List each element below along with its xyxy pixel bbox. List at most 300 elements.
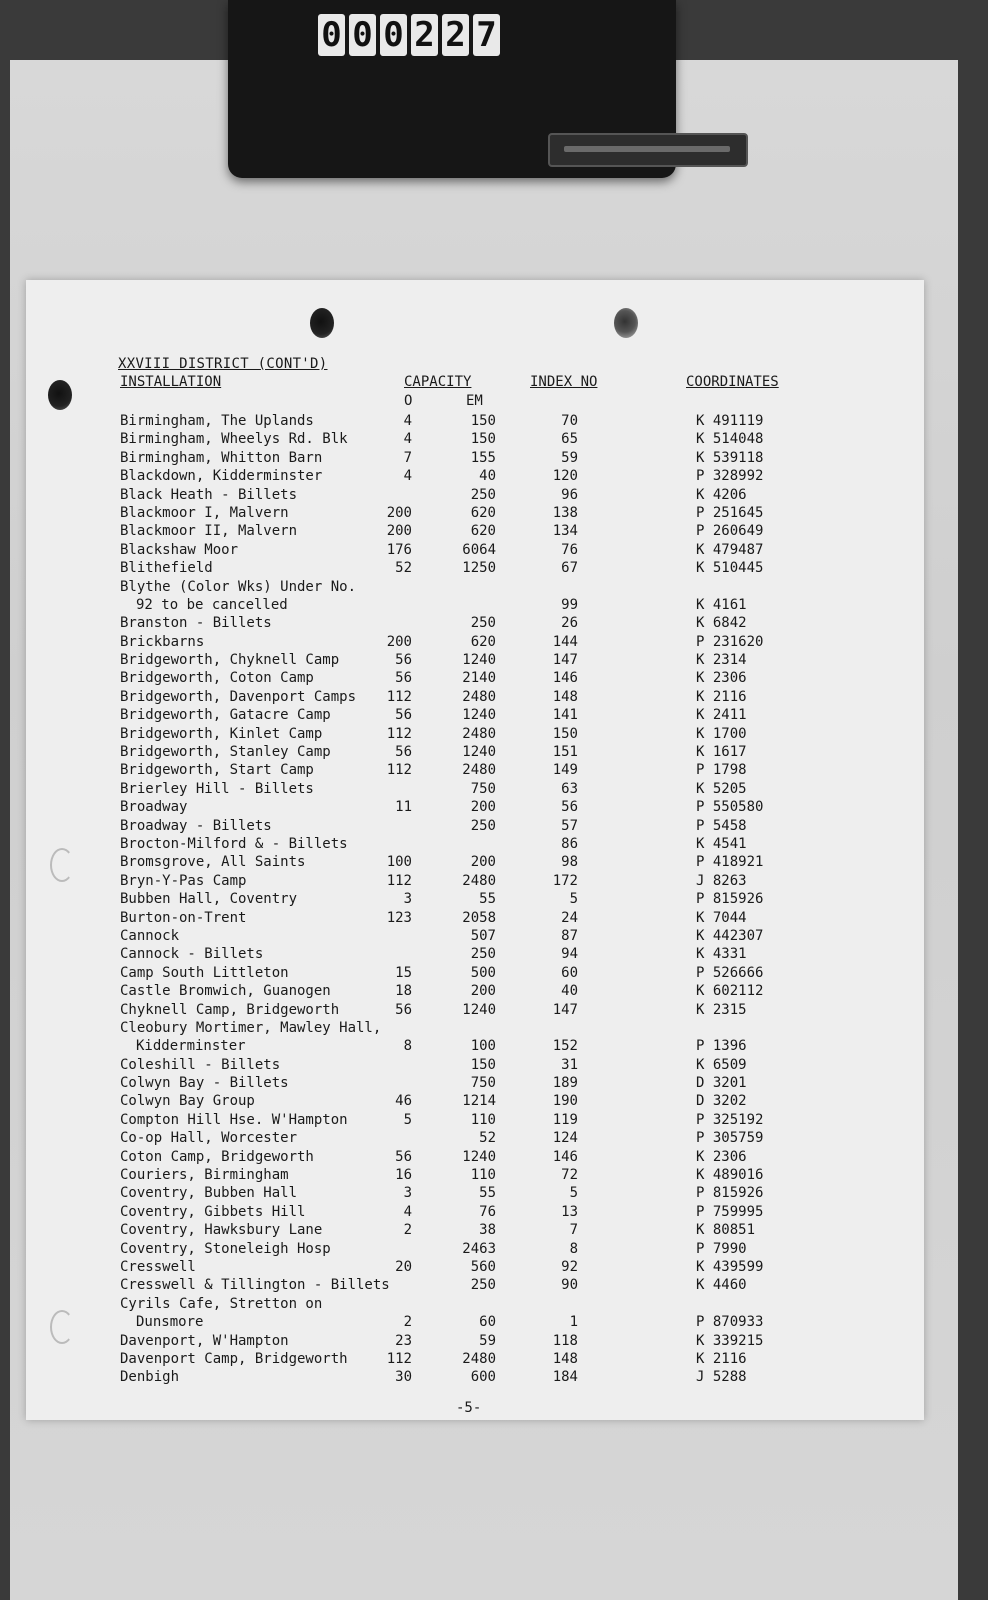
coordinates: P 7990	[696, 1240, 747, 1257]
table-row	[26, 945, 924, 963]
index-number: 144	[552, 633, 578, 650]
capacity-officers: 2	[403, 1314, 412, 1331]
installation-name: Burton-on-Trent	[120, 909, 247, 926]
capacity-officers: 2	[403, 1222, 412, 1239]
counter-digit: 0	[349, 14, 376, 56]
capacity-enlisted: 2058	[462, 909, 496, 926]
index-number: 152	[552, 1038, 578, 1055]
header-capacity: CAPACITY	[404, 374, 472, 390]
table-row	[26, 853, 924, 871]
installation-name: Blackmoor II, Malvern	[120, 523, 298, 540]
index-number: 119	[552, 1111, 578, 1128]
table-row	[26, 1368, 924, 1386]
capacity-enlisted: 507	[470, 927, 496, 944]
coordinates: P 231620	[696, 633, 764, 650]
capacity-enlisted: 250	[470, 1277, 496, 1294]
installation-name: Bridgeworth, Davenport Camps	[120, 688, 357, 705]
table-row	[26, 1240, 924, 1258]
coordinates: P 251645	[696, 504, 764, 521]
capacity-enlisted: 250	[470, 486, 496, 503]
capacity-officers: 15	[395, 964, 412, 981]
header-index-no: INDEX NO	[530, 374, 598, 390]
capacity-enlisted: 2140	[462, 670, 496, 687]
index-number: 26	[561, 615, 578, 632]
coordinates: K 439599	[696, 1259, 764, 1275]
index-number: 147	[552, 1001, 578, 1018]
table-row	[26, 1295, 924, 1332]
index-number: 7	[569, 1222, 578, 1239]
capacity-enlisted: 59	[479, 1332, 496, 1349]
capacity-officers: 112	[386, 872, 412, 889]
installation-name-line: Cleobury Mortimer, Mawley Hall,	[120, 1019, 382, 1036]
counter-digit: 0	[380, 14, 407, 56]
index-number: 134	[552, 523, 578, 540]
installation-name: Cannock	[120, 927, 180, 944]
capacity-enlisted: 250	[470, 817, 496, 834]
coordinates: K 2116	[696, 1350, 747, 1367]
capacity-officers: 56	[395, 744, 412, 761]
table-row	[26, 982, 924, 1000]
coordinates: K 602112	[696, 983, 764, 1000]
table-row	[26, 1111, 924, 1129]
installation-name: Bridgeworth, Coton Camp	[120, 670, 314, 687]
installation-name-continuation: Dunsmore	[136, 1314, 204, 1331]
capacity-enlisted: 1240	[462, 744, 496, 761]
capacity-officers: 56	[395, 707, 412, 724]
installation-name: Brocton-Milford & - Billets	[120, 836, 348, 852]
table-row	[26, 743, 924, 761]
counter-plate	[548, 133, 748, 167]
installation-name: Camp South Littleton	[120, 964, 289, 981]
installation-name: Couriers, Birmingham	[120, 1167, 289, 1184]
index-number: 146	[552, 670, 578, 687]
capacity-enlisted: 620	[470, 523, 496, 540]
coordinates: P 870933	[696, 1314, 764, 1331]
capacity-officers: 46	[395, 1093, 412, 1110]
capacity-enlisted: 60	[479, 1314, 496, 1331]
capacity-officers: 4	[403, 431, 412, 448]
installation-name: Blithefield	[120, 560, 213, 577]
table-row	[26, 964, 924, 982]
installation-name: Denbigh	[120, 1369, 180, 1386]
capacity-enlisted: 2480	[462, 688, 496, 705]
table-row	[26, 872, 924, 890]
capacity-officers: 18	[395, 983, 412, 1000]
index-number: 59	[561, 449, 578, 466]
installation-name: Birmingham, The Uplands	[120, 413, 314, 429]
subheader-officers: O	[404, 393, 413, 409]
installation-name	[120, 1019, 381, 1056]
installation-name: Bridgeworth, Kinlet Camp	[120, 725, 323, 742]
capacity-enlisted: 150	[470, 1056, 496, 1073]
installation-list	[26, 280, 924, 1420]
installation-name: Chyknell Camp, Bridgeworth	[120, 1001, 340, 1018]
table-row	[26, 798, 924, 816]
table-row	[26, 651, 924, 669]
coordinates: K 479487	[696, 541, 764, 558]
index-number: 146	[552, 1148, 578, 1165]
district-title: XXVIII DISTRICT (CONT'D)	[118, 356, 328, 372]
installation-name: Bridgeworth, Stanley Camp	[120, 744, 331, 761]
table-row	[26, 467, 924, 485]
installation-name: Castle Bromwich, Guanogen	[120, 983, 331, 1000]
coordinates: P 759995	[696, 1203, 764, 1220]
capacity-officers: 112	[386, 688, 412, 705]
capacity-enlisted: 600	[470, 1369, 496, 1386]
table-row	[26, 1074, 924, 1092]
installation-name: Brierley Hill - Billets	[120, 780, 314, 797]
table-row	[26, 578, 924, 615]
capacity-officers: 4	[403, 1203, 412, 1220]
index-number: 24	[561, 909, 578, 926]
capacity-enlisted: 620	[470, 633, 496, 650]
coordinates: K 514048	[696, 431, 764, 448]
capacity-officers: 3	[403, 891, 412, 908]
index-number: 172	[552, 872, 578, 889]
capacity-enlisted: 76	[479, 1203, 496, 1220]
installation-name: Bridgeworth, Start Camp	[120, 762, 314, 779]
installation-name: Bridgeworth, Gatacre Camp	[120, 707, 331, 724]
coordinates: P 1396	[696, 1038, 747, 1055]
index-number: 87	[561, 927, 578, 944]
table-row	[26, 1019, 924, 1056]
coordinates: D 3202	[696, 1093, 747, 1110]
coordinates: P 550580	[696, 799, 764, 816]
document-page	[26, 280, 924, 1420]
capacity-enlisted: 1240	[462, 1001, 496, 1018]
coordinates: K 510445	[696, 560, 764, 577]
coordinates: K 1617	[696, 744, 747, 761]
coordinates: K 4206	[696, 486, 747, 503]
capacity-enlisted: 55	[479, 1185, 496, 1202]
capacity-officers: 4	[403, 413, 412, 429]
coordinates: K 4541	[696, 836, 747, 852]
coordinates: K 2306	[696, 1148, 747, 1165]
capacity-officers: 52	[395, 560, 412, 577]
index-number: 149	[552, 762, 578, 779]
index-number: 72	[561, 1167, 578, 1184]
table-row	[26, 817, 924, 835]
installation-name: Blackmoor I, Malvern	[120, 504, 289, 521]
capacity-enlisted: 200	[470, 799, 496, 816]
table-row	[26, 522, 924, 540]
installation-name: Coleshill - Billets	[120, 1056, 281, 1073]
installation-name: Co-op Hall, Worcester	[120, 1130, 298, 1147]
index-number: 124	[552, 1130, 578, 1147]
coordinates: K 4460	[696, 1277, 747, 1294]
index-number: 63	[561, 780, 578, 797]
table-row	[26, 1129, 924, 1147]
table-row	[26, 449, 924, 467]
index-number: 76	[561, 541, 578, 558]
index-number: 60	[561, 964, 578, 981]
installation-name	[120, 578, 356, 615]
capacity-enlisted: 1214	[462, 1093, 496, 1110]
index-number: 8	[569, 1240, 578, 1257]
capacity-enlisted: 250	[470, 946, 496, 963]
coordinates: K 2116	[696, 688, 747, 705]
index-number: 92	[561, 1259, 578, 1275]
installation-name: Colwyn Bay - Billets	[120, 1075, 289, 1092]
table-row	[26, 504, 924, 522]
installation-name: Coventry, Bubben Hall	[120, 1185, 298, 1202]
installation-name: Branston - Billets	[120, 615, 272, 632]
installation-name: Broadway - Billets	[120, 817, 272, 834]
capacity-officers: 20	[395, 1259, 412, 1275]
table-row	[26, 1001, 924, 1019]
coordinates: K 539118	[696, 449, 764, 466]
installation-name: Blackdown, Kidderminster	[120, 468, 323, 485]
table-row	[26, 1221, 924, 1239]
capacity-enlisted: 55	[479, 891, 496, 908]
table-row	[26, 1184, 924, 1202]
installation-name: Davenport Camp, Bridgeworth	[120, 1350, 348, 1367]
table-row	[26, 761, 924, 779]
capacity-enlisted: 2480	[462, 872, 496, 889]
capacity-enlisted: 200	[470, 983, 496, 1000]
coordinates: K 6509	[696, 1056, 747, 1073]
table-row	[26, 430, 924, 448]
coordinates: K 80851	[696, 1222, 756, 1239]
index-number: 151	[552, 744, 578, 761]
table-row	[26, 669, 924, 687]
coordinates: P 305759	[696, 1130, 764, 1147]
capacity-enlisted: 500	[470, 964, 496, 981]
capacity-enlisted: 150	[470, 413, 496, 429]
index-number: 118	[552, 1332, 578, 1349]
capacity-enlisted: 750	[470, 780, 496, 797]
table-row	[26, 1092, 924, 1110]
table-row	[26, 688, 924, 706]
coordinates: K 4161	[696, 596, 747, 613]
installation-name: Bryn-Y-Pas Camp	[120, 872, 247, 889]
capacity-enlisted: 110	[470, 1111, 496, 1128]
installation-name-continuation: Kidderminster	[136, 1038, 246, 1055]
capacity-officers: 8	[403, 1038, 412, 1055]
table-row	[26, 725, 924, 743]
table-row	[26, 927, 924, 945]
coordinates: P 1798	[696, 762, 747, 779]
capacity-officers: 56	[395, 1148, 412, 1165]
coordinates: P 815926	[696, 891, 764, 908]
capacity-enlisted: 155	[470, 449, 496, 466]
coordinates: P 418921	[696, 854, 764, 871]
coordinates: P 526666	[696, 964, 764, 981]
table-row	[26, 412, 924, 430]
capacity-enlisted: 1240	[462, 1148, 496, 1165]
coordinates: P 815926	[696, 1185, 764, 1202]
coordinates: K 489016	[696, 1167, 764, 1184]
index-number: 147	[552, 652, 578, 669]
index-number: 86	[561, 836, 578, 852]
capacity-enlisted: 620	[470, 504, 496, 521]
installation-name: Coventry, Hawksbury Lane	[120, 1222, 323, 1239]
counter-digit: 2	[411, 14, 438, 56]
installation-rows	[26, 412, 924, 1387]
index-number: 148	[552, 1350, 578, 1367]
installation-name: Black Heath - Billets	[120, 486, 298, 503]
capacity-officers: 100	[386, 854, 412, 871]
coordinates: P 260649	[696, 523, 764, 540]
capacity-officers: 56	[395, 670, 412, 687]
table-row	[26, 633, 924, 651]
capacity-enlisted: 2480	[462, 1350, 496, 1367]
header-coordinates: COORDINATES	[686, 374, 779, 390]
capacity-enlisted: 750	[470, 1075, 496, 1092]
coordinates: P 328992	[696, 468, 764, 485]
capacity-enlisted: 1250	[462, 560, 496, 577]
capacity-officers: 4	[403, 468, 412, 485]
table-row	[26, 706, 924, 724]
capacity-enlisted: 250	[470, 615, 496, 632]
index-number: 90	[561, 1277, 578, 1294]
index-number: 190	[552, 1093, 578, 1110]
index-number: 148	[552, 688, 578, 705]
installation-name: Broadway	[120, 799, 188, 816]
capacity-officers: 11	[395, 799, 412, 816]
counter-digit: 2	[442, 14, 469, 56]
frame-counter	[318, 14, 500, 58]
counter-digit: 7	[473, 14, 500, 56]
index-number: 141	[552, 707, 578, 724]
capacity-officers: 123	[386, 909, 412, 926]
capacity-enlisted: 200	[470, 854, 496, 871]
index-number: 31	[561, 1056, 578, 1073]
capacity-officers: 176	[386, 541, 412, 558]
table-row	[26, 780, 924, 798]
subheader-enlisted: EM	[466, 393, 483, 409]
capacity-officers: 3	[403, 1185, 412, 1202]
table-row	[26, 486, 924, 504]
installation-name: Blackshaw Moor	[120, 541, 239, 558]
header-installation: INSTALLATION	[120, 374, 222, 390]
index-number: 184	[552, 1369, 578, 1386]
table-row	[26, 909, 924, 927]
installation-name: Cresswell & Tillington - Billets	[120, 1277, 390, 1294]
installation-name: Bridgeworth, Chyknell Camp	[120, 652, 340, 669]
installation-name: Cannock - Billets	[120, 946, 264, 963]
page-number: -5-	[456, 1400, 482, 1416]
coordinates: J 5288	[696, 1369, 747, 1386]
capacity-officers: 56	[395, 652, 412, 669]
capacity-officers: 112	[386, 725, 412, 742]
installation-name: Compton Hill Hse. W'Hampton	[120, 1111, 348, 1128]
index-number: 67	[561, 560, 578, 577]
capacity-enlisted: 100	[470, 1038, 496, 1055]
index-number: 96	[561, 486, 578, 503]
coordinates: P 5458	[696, 817, 747, 834]
capacity-officers: 7	[403, 449, 412, 466]
index-number: 57	[561, 817, 578, 834]
capacity-enlisted: 6064	[462, 541, 496, 558]
index-number: 65	[561, 431, 578, 448]
index-number: 5	[569, 891, 578, 908]
index-number: 98	[561, 854, 578, 871]
installation-name-line: Blythe (Color Wks) Under No.	[120, 578, 357, 595]
index-number: 150	[552, 725, 578, 742]
installation-name: Cresswell	[120, 1259, 196, 1275]
coordinates: K 2306	[696, 670, 747, 687]
capacity-enlisted: 38	[479, 1222, 496, 1239]
table-row	[26, 1332, 924, 1350]
capacity-enlisted: 150	[470, 431, 496, 448]
installation-name: Coton Camp, Bridgeworth	[120, 1148, 314, 1165]
capacity-officers: 112	[386, 1350, 412, 1367]
table-row	[26, 1166, 924, 1184]
index-number: 138	[552, 504, 578, 521]
coordinates: K 2314	[696, 652, 747, 669]
index-number: 56	[561, 799, 578, 816]
capacity-enlisted: 560	[470, 1259, 496, 1275]
index-number: 1	[569, 1314, 578, 1331]
coordinates: K 2411	[696, 707, 747, 724]
counter-digit: 0	[318, 14, 345, 56]
capacity-enlisted: 110	[470, 1167, 496, 1184]
coordinates: K 1700	[696, 725, 747, 742]
table-row	[26, 1148, 924, 1166]
table-row	[26, 1258, 924, 1276]
coordinates: K 442307	[696, 927, 764, 944]
index-number: 5	[569, 1185, 578, 1202]
coordinates: K 339215	[696, 1332, 764, 1349]
installation-name: Coventry, Stoneleigh Hosp	[120, 1240, 331, 1257]
capacity-officers: 200	[386, 633, 412, 650]
capacity-officers: 200	[386, 504, 412, 521]
table-row	[26, 835, 924, 853]
table-row	[26, 890, 924, 908]
capacity-enlisted: 1240	[462, 707, 496, 724]
index-number: 13	[561, 1203, 578, 1220]
capacity-officers: 56	[395, 1001, 412, 1018]
capacity-officers: 5	[403, 1111, 412, 1128]
table-row	[26, 1056, 924, 1074]
coordinates: D 3201	[696, 1075, 747, 1092]
capacity-enlisted: 52	[479, 1130, 496, 1147]
index-number: 70	[561, 413, 578, 429]
capacity-enlisted: 40	[479, 468, 496, 485]
capacity-officers: 112	[386, 762, 412, 779]
table-row	[26, 541, 924, 559]
capacity-enlisted: 1240	[462, 652, 496, 669]
coordinates: K 7044	[696, 909, 747, 926]
capacity-enlisted: 2480	[462, 762, 496, 779]
capacity-officers: 16	[395, 1167, 412, 1184]
index-number: 99	[561, 596, 578, 613]
index-number: 120	[552, 468, 578, 485]
installation-name: Coventry, Gibbets Hill	[120, 1203, 306, 1220]
capacity-officers: 23	[395, 1332, 412, 1349]
coordinates: P 325192	[696, 1111, 764, 1128]
installation-name: Birmingham, Wheelys Rd. Blk	[120, 431, 348, 448]
installation-name: Colwyn Bay Group	[120, 1093, 255, 1110]
installation-name-line: Cyrils Cafe, Stretton on	[120, 1295, 323, 1312]
coordinates: K 5205	[696, 780, 747, 797]
capacity-enlisted: 2463	[462, 1240, 496, 1257]
capacity-officers: 30	[395, 1369, 412, 1386]
installation-name: Davenport, W'Hampton	[120, 1332, 289, 1349]
index-number: 94	[561, 946, 578, 963]
table-row	[26, 559, 924, 577]
installation-name: Bromsgrove, All Saints	[120, 854, 306, 871]
index-number: 189	[552, 1075, 578, 1092]
coordinates: K 2315	[696, 1001, 747, 1018]
capacity-enlisted: 2480	[462, 725, 496, 742]
installation-name: Birmingham, Whitton Barn	[120, 449, 323, 466]
capacity-officers: 200	[386, 523, 412, 540]
coordinates: J 8263	[696, 872, 747, 889]
installation-name	[120, 1295, 322, 1332]
installation-name: Brickbarns	[120, 633, 205, 650]
